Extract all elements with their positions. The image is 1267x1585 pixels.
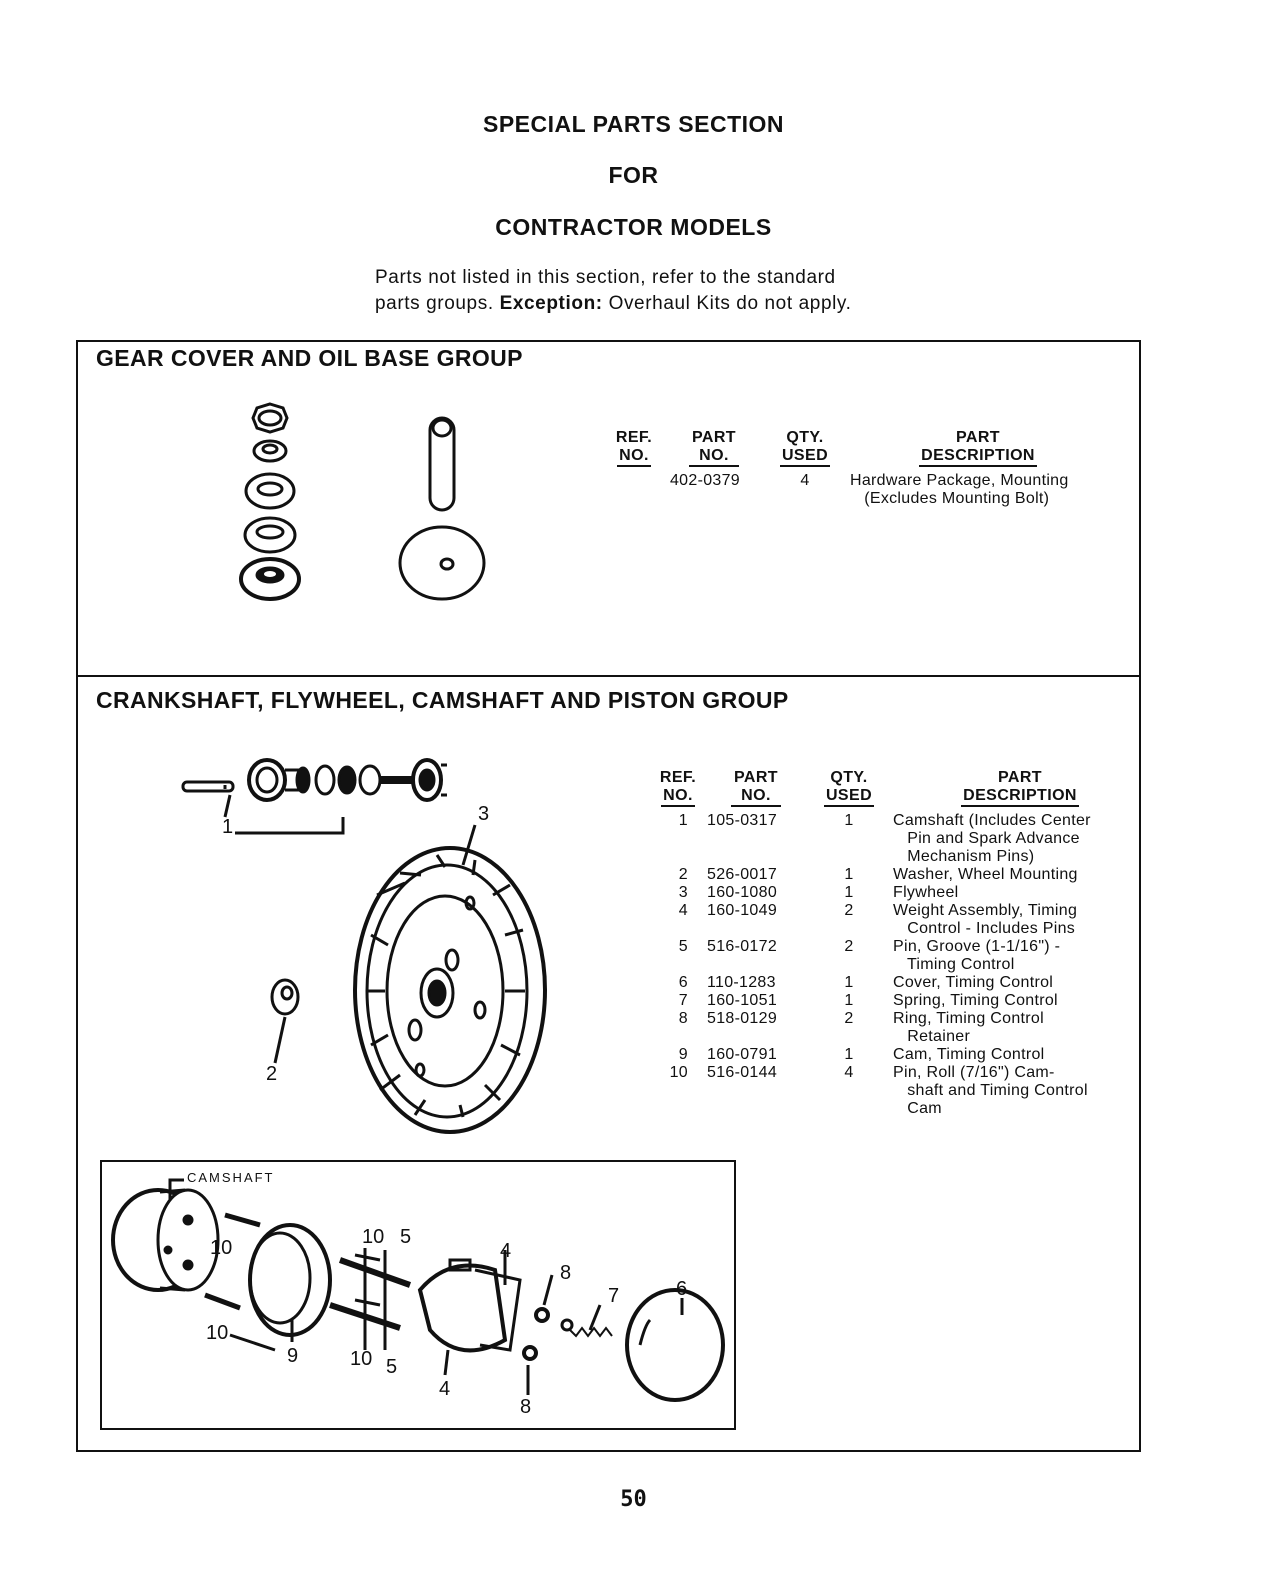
gear-hdr-part: PART NO. [675,429,753,467]
crank-row-part: 110-1283 [707,974,776,991]
crank-row-desc: Cam, Timing Control [893,1046,1045,1063]
intro-exception: Exception: [499,293,603,314]
timing-control-exploded-view [100,1160,736,1430]
crank-row-ref: 5 [678,938,688,955]
gear-hdr-desc: PART DESCRIPTION [898,429,1058,467]
gear-row-desc: Hardware Package, Mounting (Excludes Mounting Bolt) [850,472,1069,507]
callout-1: 1 [222,816,234,838]
crank-row-ref: 2 [678,866,688,883]
callout-10-c: 10 [210,1237,233,1259]
crank-row-qty: 1 [844,974,854,991]
crank-row-part: 160-0791 [707,1046,778,1063]
camshaft-label: CAMSHAFT [187,1170,275,1185]
crank-row-part: 105-0317 [707,812,778,829]
crank-row-qty: 2 [844,902,854,919]
gear-group-title: GEAR COVER AND OIL BASE GROUP [96,345,523,371]
intro-line2-a: parts groups. [375,293,500,314]
crank-row-part: 526-0017 [707,866,778,883]
crank-row-qty: 1 [844,812,854,829]
callout-4-b: 4 [439,1378,451,1400]
callout-8-b: 8 [520,1396,532,1418]
callout-5-b: 5 [386,1356,398,1378]
crank-row-qty: 4 [844,1064,854,1081]
header-title-line1: SPECIAL PARTS SECTION [482,111,785,137]
header-title-line3: CONTRACTOR MODELS [495,214,772,240]
header-title-line2: FOR [608,162,659,188]
crank-row-part: 516-0172 [707,938,778,955]
crank-row-desc: Camshaft (Includes Center Pin and Spark Advance Mechanism Pins) [893,812,1091,865]
intro-line2-c: Overhaul Kits do not apply. [602,293,852,314]
intro-line1: Parts not listed in this section, refer to the standard [375,267,836,288]
crank-hdr-ref: REF. NO. [650,769,706,807]
gear-row-qty: 4 [800,472,810,489]
callout-3: 3 [478,803,490,825]
callout-4-a: 4 [500,1240,512,1262]
crank-row-desc: Flywheel [893,884,959,901]
callout-5-a: 5 [400,1226,412,1248]
crank-row-part: 160-1080 [707,884,778,901]
callout-2: 2 [266,1063,278,1085]
crank-row-desc: Pin, Groove (1-1/16") - Timing Control [893,938,1061,973]
callout-10-a: 10 [362,1226,385,1248]
page-number: 50 [620,1487,647,1512]
callout-8-a: 8 [560,1262,572,1284]
crank-row-desc: Spring, Timing Control [893,992,1058,1009]
callout-6: 6 [676,1278,688,1300]
gear-hdr-qty: QTY. USED [775,429,835,467]
intro-note [375,265,935,317]
crank-row-desc: Cover, Timing Control [893,974,1054,991]
crank-hdr-part: PART NO. [718,769,794,807]
crank-row-part: 518-0129 [707,1010,778,1027]
crank-row-ref: 6 [678,974,688,991]
crank-group-title: CRANKSHAFT, FLYWHEEL, CAMSHAFT AND PISTON GROUP [96,687,789,713]
gear-row-part: 402-0379 [669,472,741,489]
callout-7: 7 [608,1285,620,1307]
crank-row-ref: 7 [678,992,688,1009]
crank-row-desc: Pin, Roll (7/16") Cam- shaft and Timing Control Cam [893,1064,1088,1117]
crank-row-ref: 8 [678,1010,688,1027]
group-divider [76,675,1141,677]
crank-row-qty: 1 [844,992,854,1009]
hardware-package-illustration [225,398,505,613]
crank-row-qty: 1 [844,866,854,883]
callout-9: 9 [287,1345,299,1367]
crank-row-qty: 1 [844,1046,854,1063]
crank-row-desc: Weight Assembly, Timing Control - Includes Pins [893,902,1078,937]
crank-row-qty: 2 [844,1010,854,1027]
crank-row-desc: Washer, Wheel Mounting [893,866,1078,883]
crank-row-ref: 3 [678,884,688,901]
camshaft-flywheel-illustration [175,755,555,1145]
crank-hdr-desc: PART DESCRIPTION [940,769,1100,807]
intro-line2 [375,291,935,317]
crank-row-ref: 4 [678,902,688,919]
gear-hdr-ref: REF. NO. [605,429,663,467]
crank-row-ref: 1 [678,812,688,829]
crank-hdr-qty: QTY. USED [818,769,880,807]
callout-10-b: 10 [350,1348,373,1370]
callout-10-d: 10 [206,1322,229,1344]
crank-row-ref: 10 [669,1064,688,1081]
crank-row-qty: 2 [844,938,854,955]
crank-row-part: 160-1049 [707,902,778,919]
crank-row-part: 516-0144 [707,1064,778,1081]
crank-row-part: 160-1051 [707,992,778,1009]
crank-row-ref: 9 [678,1046,688,1063]
crank-row-desc: Ring, Timing Control Retainer [893,1010,1044,1045]
crank-row-qty: 1 [844,884,854,901]
